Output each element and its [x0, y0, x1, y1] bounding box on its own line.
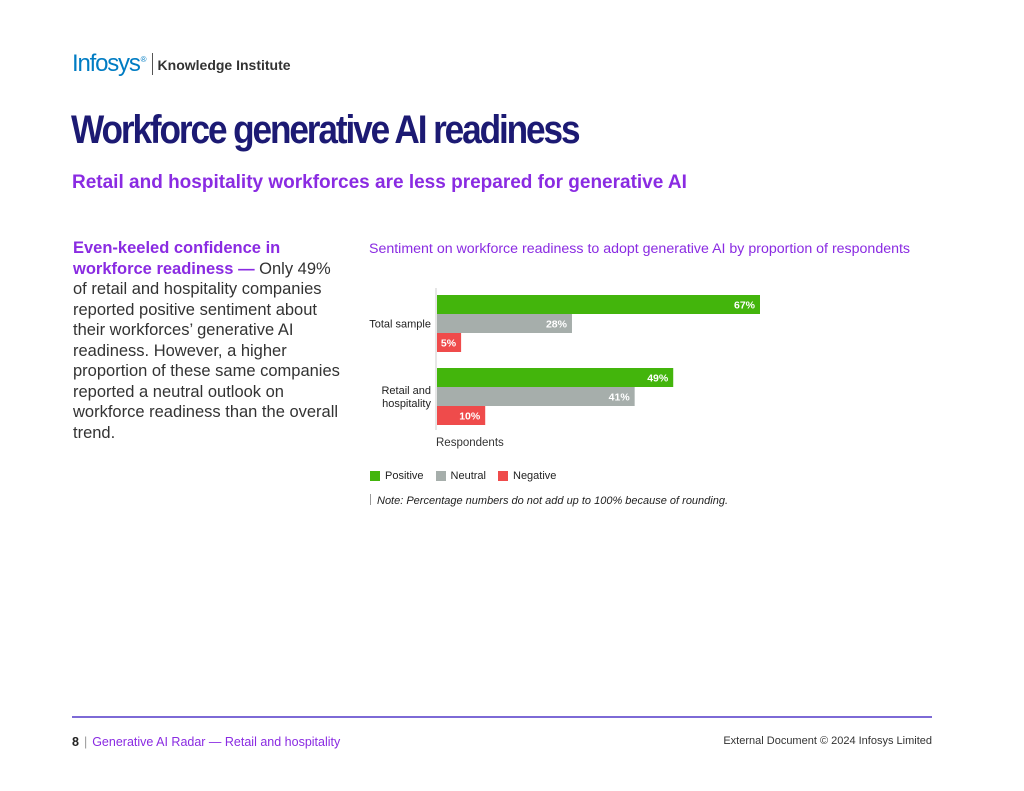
logo-registered-mark: ® [140, 55, 147, 64]
legend-item-neutral [436, 470, 486, 482]
bar-positive-1 [437, 368, 673, 387]
bar-neutral-1 [437, 387, 635, 406]
legend-swatch-negative [498, 471, 508, 481]
footer-left [72, 735, 340, 749]
legend-label-positive: Positive [385, 470, 424, 482]
logo-divider [152, 53, 153, 75]
page-number: 8 [72, 735, 79, 749]
page-title: Workforce generative AI readiness [71, 108, 579, 152]
chart-svg [360, 280, 780, 460]
chart-legend [370, 470, 568, 482]
infosys-logo [72, 46, 291, 76]
legend-label-negative: Negative [513, 470, 557, 482]
data-label-negative-0: 5% [440, 337, 457, 350]
footer-divider [72, 716, 932, 718]
category-label-1: Retail and hospitality [381, 385, 431, 410]
legend-item-negative [498, 470, 556, 482]
data-label-neutral-1: 41% [608, 391, 630, 404]
legend-swatch-positive [370, 471, 380, 481]
chart-note [370, 494, 728, 507]
page-subtitle: Retail and hospitality workforces are less prepared for generative AI [72, 172, 687, 193]
body-paragraph [73, 238, 345, 443]
data-label-neutral-0: 28% [545, 318, 567, 331]
x-axis-label: Respondents [436, 437, 504, 449]
logo-unit-name: Knowledge Institute [157, 57, 291, 73]
logo-brand: Infosys [72, 50, 140, 77]
bar-positive-0 [437, 295, 760, 314]
footer-copyright: External Document © 2024 Infosys Limited [723, 735, 932, 747]
footer-separator: | [83, 735, 88, 749]
legend-swatch-neutral [436, 471, 446, 481]
note-text: Note: Percentage numbers do not add up to 100% because of rounding. [377, 495, 729, 507]
legend-label-neutral: Neutral [450, 470, 486, 482]
legend-item-positive [370, 470, 424, 482]
body-text: Only 49% of retail and hospitality companies reported positive sentiment about their workforces’ generative AI readiness. However, a higher proportion of these same companies reported a neutral outlook on workforce readiness than the overall trend. [73, 259, 340, 442]
data-label-positive-0: 67% [733, 299, 755, 312]
data-label-positive-1: 49% [647, 372, 669, 385]
body-lead: Even-keeled confidence in workforce readiness — [73, 239, 281, 278]
footer-doc-title: Generative AI Radar — Retail and hospitality [92, 735, 341, 749]
category-label-0: Total sample [369, 318, 431, 331]
note-divider [370, 494, 371, 505]
data-label-negative-1: 10% [459, 410, 481, 423]
chart-title: Sentiment on workforce readiness to adopt generative AI by proportion of respondents [369, 241, 911, 257]
bar-chart [360, 280, 780, 460]
